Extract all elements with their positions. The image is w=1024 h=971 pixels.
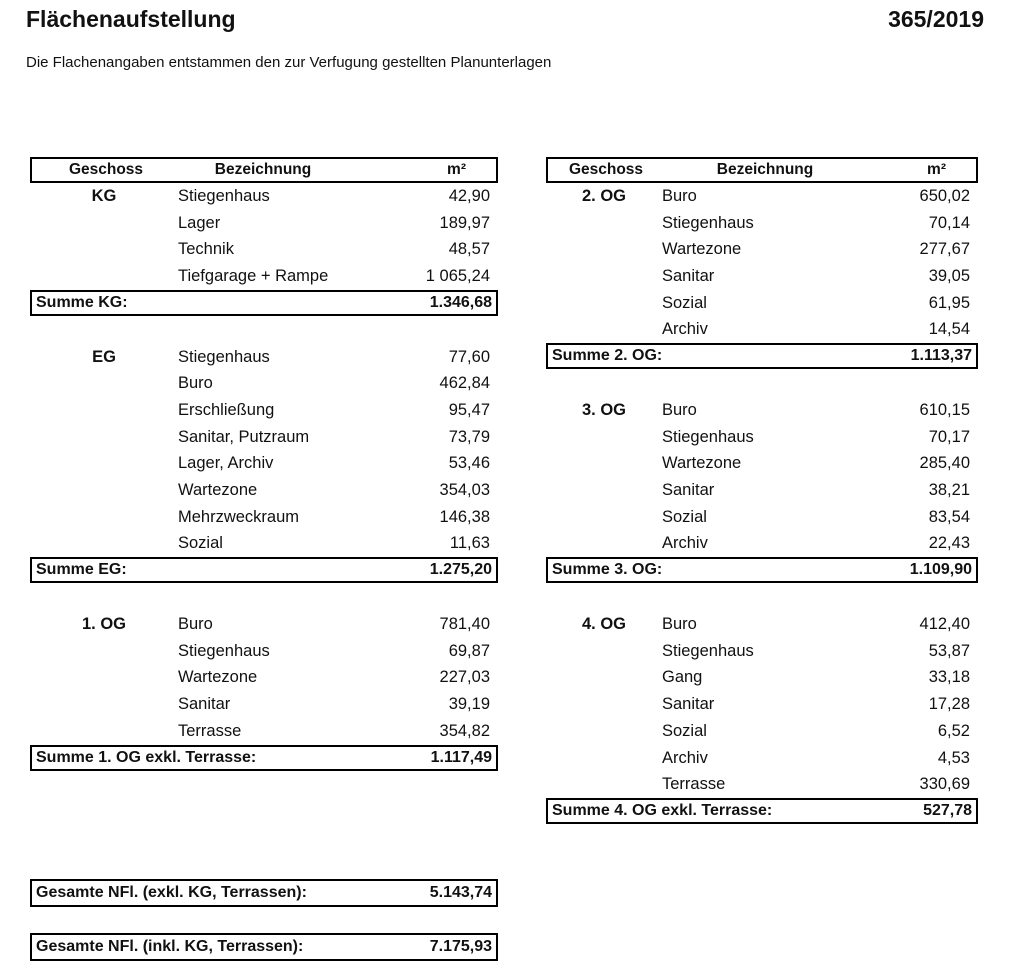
header-bezeichnung: Bezeichnung [716, 161, 814, 178]
room-name: Sozial [178, 534, 223, 553]
table-row [546, 718, 978, 745]
area-table-left [30, 157, 498, 771]
table-row [546, 263, 978, 290]
total-incl-label: Gesamte NFl. (inkl. KG, Terrassen): [36, 938, 304, 955]
floor-sum [30, 745, 498, 771]
table-row [546, 638, 978, 665]
room-name: Sozial [662, 507, 707, 526]
room-name: Buro [178, 374, 213, 393]
room-area: 70,14 [928, 213, 970, 232]
floor-sum [546, 343, 978, 369]
table-row [30, 397, 498, 424]
header-unit: m² [447, 161, 466, 178]
room-name: Wartezone [178, 481, 258, 500]
floor-sum-label: Summe 1. OG exkl. Terrasse: [36, 748, 257, 766]
floor-label: 1. OG [81, 615, 126, 634]
room-name: Lager [178, 213, 221, 232]
table-row [30, 504, 498, 531]
floor-sum [546, 798, 978, 824]
room-area: 227,03 [439, 668, 490, 687]
room-area: 11,63 [449, 534, 490, 553]
table-row [30, 451, 498, 478]
room-area: 146,38 [439, 507, 490, 526]
floor-sum [30, 290, 498, 316]
table-row [546, 504, 978, 531]
room-area: 83,54 [928, 507, 970, 526]
total-excl-label: Gesamte NFl. (exkl. KG, Terrassen): [36, 884, 307, 901]
room-name: Sanitar [662, 695, 715, 714]
table-row [30, 236, 498, 263]
room-name: Wartezone [178, 668, 258, 687]
floor-label: 4. OG [581, 615, 626, 634]
table-row [546, 397, 978, 424]
room-name: Stiegenhaus [178, 641, 270, 660]
room-area: 610,15 [919, 400, 970, 419]
room-name: Stiegenhaus [662, 427, 754, 446]
room-name: Stiegenhaus [662, 213, 754, 232]
room-area: 14,54 [928, 320, 970, 339]
room-name: Sanitar, Putzraum [178, 427, 310, 446]
floor-sum-value: 527,78 [923, 802, 972, 820]
table-row [30, 611, 498, 638]
table-row [546, 611, 978, 638]
table-row [546, 424, 978, 451]
header-geschoss: Geschoss [568, 161, 644, 178]
room-name: Buro [662, 400, 697, 419]
room-area: 48,57 [448, 240, 490, 259]
total-excl-value: 5.143,74 [429, 884, 492, 901]
room-area: 61,95 [928, 293, 970, 312]
table-row [30, 424, 498, 451]
table-row [546, 290, 978, 317]
room-name: Gang [662, 668, 703, 687]
floor-sum [546, 557, 978, 583]
room-name: Archiv [662, 748, 708, 767]
room-area: 462,84 [439, 374, 490, 393]
room-name: Buro [662, 186, 697, 205]
floor-label: KG [91, 186, 117, 205]
room-area: 354,03 [439, 481, 490, 500]
room-name: Archiv [662, 534, 708, 553]
total-incl-box [30, 933, 498, 961]
room-area: 22,43 [928, 534, 970, 553]
table-row [546, 745, 978, 772]
room-name: Wartezone [662, 454, 742, 473]
room-name: Lager, Archiv [178, 454, 274, 473]
room-name: Terrasse [662, 775, 726, 794]
table-row [546, 451, 978, 478]
table-row [30, 263, 498, 290]
room-area: 77,60 [448, 347, 490, 366]
room-area: 39,05 [928, 266, 970, 285]
total-incl-value: 7.175,93 [429, 938, 492, 955]
room-area: 39,19 [448, 695, 490, 714]
floor-sum-label: Summe 2. OG: [552, 347, 663, 365]
table-header [546, 157, 978, 183]
table-row [546, 691, 978, 718]
room-area: 277,67 [919, 240, 970, 259]
table-row [30, 691, 498, 718]
floor-sum-label: Summe 3. OG: [552, 561, 663, 579]
floor-sum-label: Summe EG: [36, 561, 127, 579]
floor-label: 2. OG [581, 186, 626, 205]
room-area: 42,90 [448, 186, 490, 205]
table-row [30, 477, 498, 504]
table-row [546, 210, 978, 237]
total-excl-box [30, 879, 498, 907]
room-name: Sanitar [662, 266, 715, 285]
page-title: Flächenaufstellung [26, 6, 236, 32]
floor-sum-label: Summe 4. OG exkl. Terrasse: [552, 802, 773, 820]
room-name: Sanitar [662, 481, 715, 500]
floor-section [546, 611, 978, 824]
floor-section [30, 611, 498, 770]
table-row [546, 771, 978, 798]
room-name: Buro [662, 615, 697, 634]
floor-label: EG [92, 347, 116, 366]
room-name: Buro [178, 615, 213, 634]
room-area: 189,97 [439, 213, 490, 232]
table-row [30, 210, 498, 237]
table-row [30, 718, 498, 745]
room-area: 95,47 [448, 400, 490, 419]
room-area: 412,40 [919, 615, 970, 634]
floor-section [546, 397, 978, 583]
room-area: 53,87 [928, 641, 970, 660]
floor-section [30, 183, 498, 316]
table-row [546, 183, 978, 210]
floor-sum [30, 557, 498, 583]
room-area: 1 065,24 [425, 266, 490, 285]
floor-label: 3. OG [581, 400, 626, 419]
floor-sum-value: 1.275,20 [429, 561, 492, 579]
floor-sum-value: 1.346,68 [429, 293, 492, 311]
table-row [30, 531, 498, 558]
floor-sum-value: 1.109,90 [909, 561, 972, 579]
floor-section [30, 344, 498, 584]
room-area: 17,28 [928, 695, 970, 714]
room-name: Stiegenhaus [178, 347, 270, 366]
room-area: 69,87 [448, 641, 490, 660]
room-name: Mehrzweckraum [178, 507, 300, 526]
table-row [30, 638, 498, 665]
room-name: Tiefgarage + Rampe [178, 266, 329, 285]
room-area: 285,40 [919, 454, 970, 473]
floor-sum-value: 1.117,49 [430, 748, 492, 766]
room-name: Terrasse [178, 721, 242, 740]
room-area: 781,40 [439, 615, 490, 634]
room-area: 73,79 [448, 427, 490, 446]
area-table-right [546, 157, 978, 824]
room-name: Archiv [662, 320, 708, 339]
room-area: 33,18 [928, 668, 970, 687]
floor-section [546, 183, 978, 369]
header-geschoss: Geschoss [68, 161, 144, 178]
room-area: 330,69 [919, 775, 970, 794]
table-row [546, 531, 978, 558]
floor-sum-value: 1.113,37 [910, 347, 972, 365]
floor-sum-label: Summe KG: [36, 293, 128, 311]
table-row [546, 316, 978, 343]
room-name: Technik [178, 240, 234, 259]
room-name: Sozial [662, 721, 707, 740]
room-name: Stiegenhaus [178, 186, 270, 205]
room-name: Sanitar [178, 695, 231, 714]
table-row [546, 665, 978, 692]
room-name: Erschließung [178, 400, 275, 419]
room-name: Sozial [662, 293, 707, 312]
table-row [30, 344, 498, 371]
room-area: 6,52 [937, 721, 970, 740]
room-area: 4,53 [937, 748, 970, 767]
room-area: 53,46 [448, 454, 490, 473]
room-area: 38,21 [928, 481, 970, 500]
room-name: Wartezone [662, 240, 742, 259]
header-bezeichnung: Bezeichnung [214, 161, 312, 178]
header-unit: m² [927, 161, 946, 178]
room-area: 650,02 [919, 186, 970, 205]
room-name: Stiegenhaus [662, 641, 754, 660]
room-area: 70,17 [928, 427, 970, 446]
table-row [30, 665, 498, 692]
table-row [546, 477, 978, 504]
table-row [30, 183, 498, 210]
page-subtitle: Die Flachenangaben entstammen den zur Verfugung gestellten Planunterlagen [26, 54, 552, 71]
table-row [30, 370, 498, 397]
table-header [30, 157, 498, 183]
table-row [546, 236, 978, 263]
document-number: 365/2019 [888, 6, 984, 32]
room-area: 354,82 [439, 721, 490, 740]
